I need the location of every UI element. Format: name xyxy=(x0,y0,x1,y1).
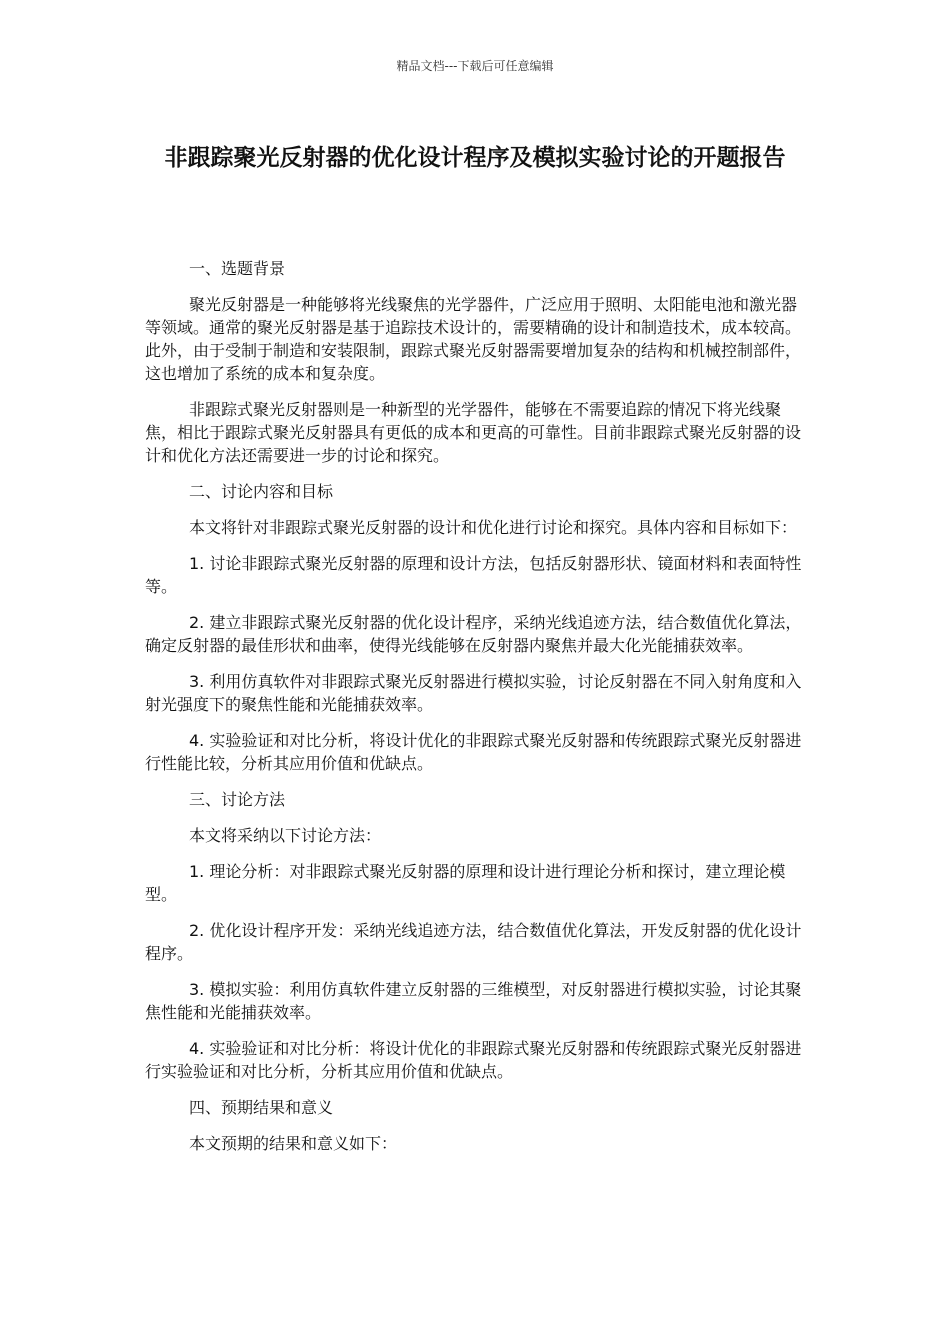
list-item: 2. 建立非跟踪式聚光反射器的优化设计程序，采纳光线追迹方法，结合数值优化算法，确定反射器的最佳形状和曲率，使得光线能够在反射器内聚焦并最大化光能捕获效率。 xyxy=(145,613,802,655)
section-heading-expected-results: 四、预期结果和意义 xyxy=(189,1098,334,1117)
paragraph: 非跟踪式聚光反射器则是一种新型的光学器件，能够在不需要追踪的情况下将光线聚焦，相比于跟踪式聚光反射器具有更低的成本和更高的可靠性。目前非跟踪式聚光反射器的设计和优化方法还需要进一步的讨论和探究。 xyxy=(145,400,802,465)
header-note: 精品文档---下载后可任意编辑 xyxy=(396,59,554,73)
list-item: 3. 利用仿真软件对非跟踪式聚光反射器进行模拟实验，讨论反射器在不同入射角度和入射光强度下的聚焦性能和光能捕获效率。 xyxy=(145,672,802,714)
list-item: 1. 理论分析：对非跟踪式聚光反射器的原理和设计进行理论分析和探讨，建立理论模型。 xyxy=(145,862,786,904)
paragraph: 聚光反射器是一种能够将光线聚焦的光学器件，广泛应用于照明、太阳能电池和激光器等领域。通常的聚光反射器是基于追踪技术设计的，需要精确的设计和制造技术，成本较高。此外，由于受制于制造和安装限制，跟踪式聚光反射器需要增加复杂的结构和机械控制部件，这也增加了系统的成本和复杂度。 xyxy=(145,295,802,383)
section-heading-methods: 三、讨论方法 xyxy=(189,790,286,809)
document-body xyxy=(145,257,805,1168)
list-item: 4. 实验验证和对比分析，将设计优化的非跟踪式聚光反射器和传统跟踪式聚光反射器进行性能比较，分析其应用价值和优缺点。 xyxy=(145,731,802,773)
document-title: 非跟踪聚光反射器的优化设计程序及模拟实验讨论的开题报告 xyxy=(164,145,786,171)
section-heading-content-goals: 二、讨论内容和目标 xyxy=(189,482,334,501)
list-item: 2. 优化设计程序开发：采纳光线追迹方法，结合数值优化算法，开发反射器的优化设计程序。 xyxy=(145,921,802,963)
paragraph: 本文预期的结果和意义如下： xyxy=(189,1134,398,1153)
section-heading-background: 一、选题背景 xyxy=(189,259,286,278)
paragraph: 本文将针对非跟踪式聚光反射器的设计和优化进行讨论和探究。具体内容和目标如下： xyxy=(189,518,798,537)
paragraph: 本文将采纳以下讨论方法： xyxy=(189,826,382,845)
list-item: 1. 讨论非跟踪式聚光反射器的原理和设计方法，包括反射器形状、镜面材料和表面特性等。 xyxy=(145,554,802,596)
list-item: 4. 实验验证和对比分析：将设计优化的非跟踪式聚光反射器和传统跟踪式聚光反射器进行实验验证和对比分析，分析其应用价值和优缺点。 xyxy=(145,1039,802,1081)
list-item: 3. 模拟实验：利用仿真软件建立反射器的三维模型，对反射器进行模拟实验，讨论其聚焦性能和光能捕获效率。 xyxy=(145,980,802,1022)
